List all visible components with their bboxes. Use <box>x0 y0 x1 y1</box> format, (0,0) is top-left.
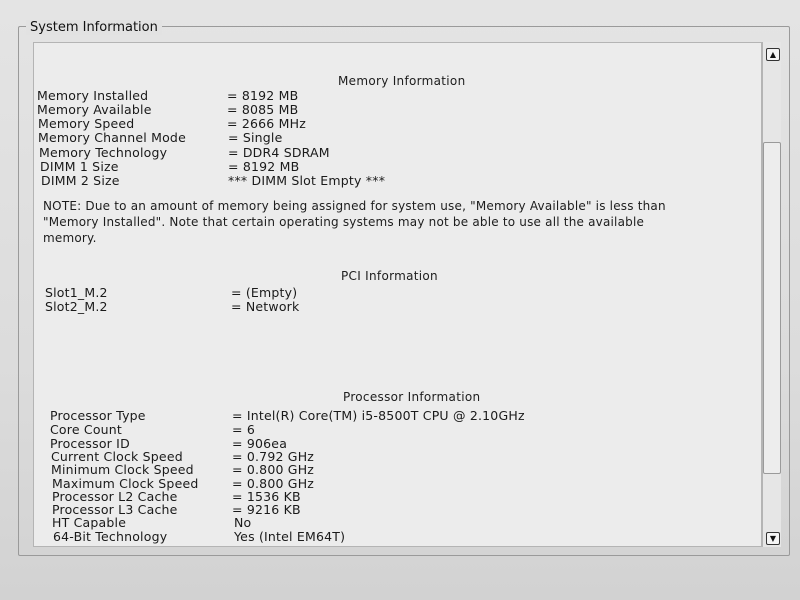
row-label: Memory Available <box>37 102 152 117</box>
arrow-up-icon: ▲ <box>769 50 777 59</box>
row-value: = 0.792 GHz <box>232 449 315 464</box>
row-label: Maximum Clock Speed <box>52 476 199 491</box>
row-label: Slot2_M.2 <box>45 299 108 314</box>
memory-note: NOTE: Due to an amount of memory being assigned for system use, "Memory Available" is less than "Memory Installed". Note that certain operating systems may not be able to use all the available memory. <box>43 199 666 245</box>
scrollbar-thumb[interactable] <box>763 142 781 474</box>
row-value: = 1536 KB <box>232 489 301 504</box>
row-label: Memory Installed <box>37 88 149 103</box>
row-label: Memory Channel Mode <box>38 130 186 145</box>
row-value: = DDR4 SDRAM <box>228 145 330 160</box>
pci-section-title: PCI Information <box>341 269 438 283</box>
vertical-scrollbar[interactable] <box>762 42 781 547</box>
row-value: = 8192 MB <box>227 88 299 103</box>
row-label: DIMM 1 Size <box>40 159 119 174</box>
row-value: = 0.800 GHz <box>232 462 315 477</box>
scroll-down-button[interactable] <box>766 532 780 545</box>
row-label: Slot1_M.2 <box>45 285 108 300</box>
row-value: = 906ea <box>232 436 288 451</box>
row-value: *** DIMM Slot Empty *** <box>228 173 386 188</box>
row-label: Processor L2 Cache <box>52 489 178 504</box>
row-label: Core Count <box>50 422 123 437</box>
row-value: = Network <box>231 299 300 314</box>
row-label: Minimum Clock Speed <box>51 462 194 477</box>
row-label: Processor ID <box>50 436 130 451</box>
row-value: No <box>234 515 252 530</box>
row-label: Current Clock Speed <box>51 449 183 464</box>
row-label: Memory Speed <box>38 116 135 131</box>
row-label: Memory Technology <box>39 145 168 160</box>
processor-section-title: Processor Information <box>343 390 481 404</box>
row-value: = 9216 KB <box>232 502 301 517</box>
row-value: = 8192 MB <box>228 159 300 174</box>
row-value: = 2666 MHz <box>227 116 306 131</box>
row-value: = 8085 MB <box>227 102 299 117</box>
row-value: Yes (Intel EM64T) <box>234 529 346 544</box>
scroll-up-button[interactable] <box>766 48 780 61</box>
row-label: DIMM 2 Size <box>41 173 120 188</box>
arrow-down-icon: ▼ <box>769 534 777 543</box>
row-label: 64-Bit Technology <box>53 529 168 544</box>
row-value: = Intel(R) Core(TM) i5-8500T CPU @ 2.10GHz <box>232 408 525 423</box>
row-label: Processor L3 Cache <box>52 502 178 517</box>
row-value: = Single <box>228 130 283 145</box>
row-value: = (Empty) <box>231 285 298 300</box>
row-label: Processor Type <box>50 408 146 423</box>
memory-section-title: Memory Information <box>338 74 466 88</box>
row-label: HT Capable <box>52 515 127 530</box>
group-title: System Information <box>26 20 162 35</box>
row-value: = 0.800 GHz <box>232 476 315 491</box>
row-value: = 6 <box>232 422 255 437</box>
